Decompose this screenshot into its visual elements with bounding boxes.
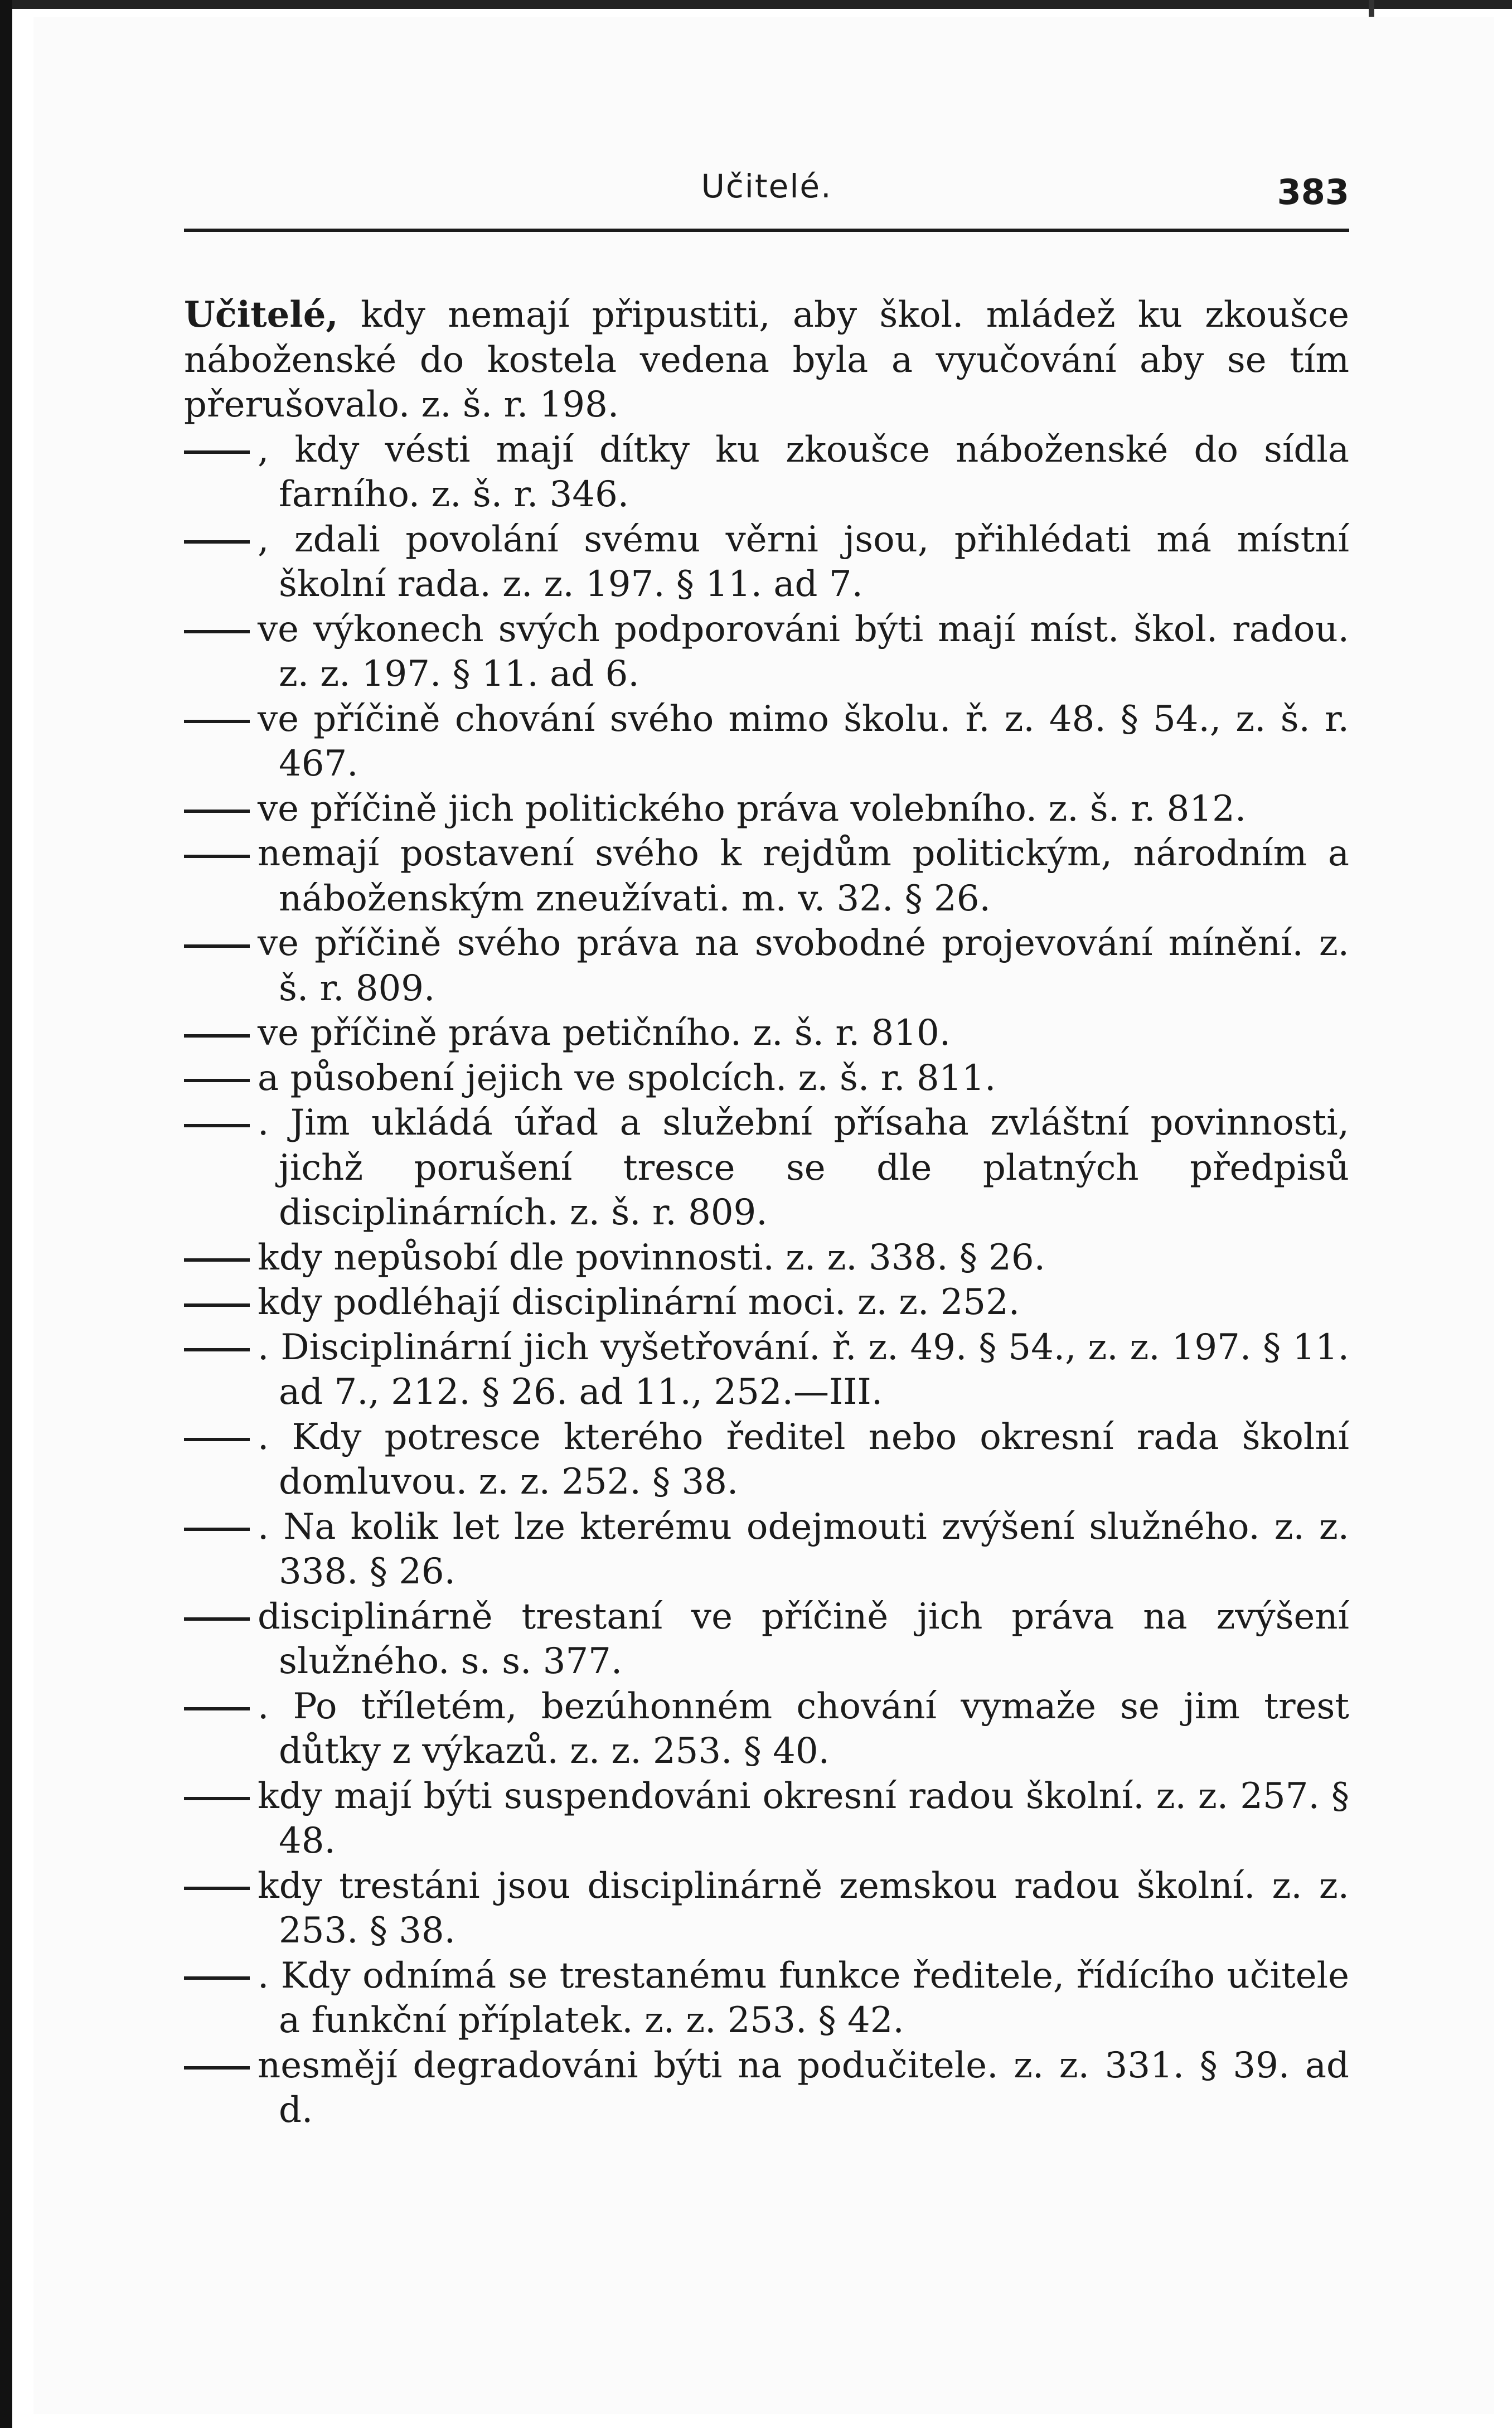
index-entry <box>184 1505 1349 1595</box>
page-number: 383 <box>1277 172 1349 212</box>
entry-text: . Jim ukládá úřad a služební přísaha zvláštní povinnosti, jichž porušení tresce se dle platných předpisů disciplinárních. z. š. r. 809. <box>258 1102 1349 1233</box>
index-entry <box>184 607 1349 697</box>
entry-text: kdy nepůsobí dle povinnosti. z. z. 338. § 26. <box>258 1237 1045 1278</box>
entry-lead: Učitelé, <box>184 294 338 336</box>
index-entry <box>184 1774 1349 1864</box>
dash-mark <box>184 1797 250 1800</box>
entry-text: . Po tříletém, bezúhonném chování vymaže se jim trest důtky z výkazů. z. z. 253. § 40. <box>258 1685 1349 1772</box>
index-entry <box>184 1325 1349 1415</box>
index-entry <box>184 1235 1349 1281</box>
dash-mark <box>184 855 250 858</box>
entry-text: , kdy vésti mají dítky ku zkoušce náboženské do sídla farního. z. š. r. 346. <box>258 429 1349 515</box>
dash-mark <box>184 1438 250 1441</box>
entry-text: . Kdy odnímá se trestanému funkce ředitele, řídícího učitele a funkční příplatek. z. z. 253. § 42. <box>258 1955 1349 2041</box>
dash-mark <box>184 1617 250 1621</box>
dash-mark <box>184 1303 250 1307</box>
dash-mark <box>184 1348 250 1351</box>
entry-text: ve příčině jich politického práva volebního. z. š. r. 812. <box>258 788 1247 830</box>
header-title: Učitelé. <box>701 167 832 205</box>
dash-mark <box>184 450 250 454</box>
index-entry <box>184 1101 1349 1235</box>
index-entry <box>184 2043 1349 2133</box>
entry-text: ve výkonech svých podporováni býti mají míst. škol. radou. z. z. 197. § 11. ad 6. <box>258 608 1349 695</box>
index-entry <box>184 1011 1349 1056</box>
dash-mark <box>184 1887 250 1890</box>
index-entry <box>184 1056 1349 1101</box>
index-entry <box>184 1864 1349 1954</box>
dash-mark <box>184 2066 250 2070</box>
dash-mark <box>184 540 250 544</box>
running-header <box>184 167 1349 229</box>
dash-mark <box>184 944 250 948</box>
entry-text: kdy trestáni jsou disciplinárně zemskou radou školní. z. z. 253. § 38. <box>258 1865 1349 1951</box>
dash-mark <box>184 630 250 633</box>
entry-text: nemají postavení svého k rejdům politickým, národním a náboženským zneužívati. m. v. 32. § 26. <box>258 833 1349 919</box>
dash-mark <box>184 1528 250 1531</box>
dash-mark <box>184 1079 250 1082</box>
header-rule <box>184 229 1349 232</box>
entry-text: a působení jejich ve spolcích. z. š. r. 811. <box>258 1057 996 1099</box>
scan-edge-left <box>0 0 12 2428</box>
entry-text: kdy mají býti suspendováni okresní radou školní. z. z. 257. § 48. <box>258 1775 1349 1862</box>
entry-text: ve příčině chování svého mimo školu. ř. z. 48. § 54., z. š. r. 467. <box>258 698 1349 784</box>
entry-text: . Disciplinární jich vyšetřování. ř. z. 49. § 54., z. z. 197. § 11. ad 7., 212. § 26. ad 11., 252.—III. <box>258 1326 1349 1413</box>
entry-text: , zdali povolání svému věrni jsou, přihlédati má místní školní rada. z. z. 197. § 11. ad 7. <box>258 518 1349 605</box>
entry-text: . Kdy potresce kterého ředitel nebo okresní rada školní domluvou. z. z. 252. § 38. <box>258 1416 1349 1503</box>
entry-text: ve příčině práva petičního. z. š. r. 810. <box>258 1012 951 1054</box>
index-entry <box>184 293 1349 428</box>
index-entry <box>184 517 1349 607</box>
index-entry <box>184 428 1349 517</box>
index-entries <box>184 293 1349 2133</box>
index-entry <box>184 1415 1349 1505</box>
entry-text: ve příčině svého práva na svobodné projevování mínění. z. š. r. 809. <box>258 923 1349 1009</box>
dash-mark <box>184 1124 250 1127</box>
dash-mark <box>184 1258 250 1262</box>
entry-text: kdy nemají připustiti, aby škol. mládež ku zkoušce náboženské do kostela vedena byla a vyučování aby se tím přerušovalo. z. š. r. 198. <box>184 294 1349 425</box>
index-entry <box>184 831 1349 921</box>
entry-text: nesmějí degradováni býti na podučitele. z. z. 331. § 39. ad d. <box>258 2044 1349 2131</box>
index-entry <box>184 1684 1349 1774</box>
entry-text: . Na kolik let lze kterému odejmouti zvýšení služného. z. z. 338. § 26. <box>258 1506 1349 1592</box>
dash-mark <box>184 1034 250 1038</box>
scan-edge-top <box>0 0 1512 9</box>
index-entry <box>184 787 1349 832</box>
index-entry <box>184 697 1349 787</box>
dash-mark <box>184 1976 250 1980</box>
index-entry <box>184 1280 1349 1325</box>
dash-mark <box>184 720 250 723</box>
index-entry <box>184 921 1349 1011</box>
entry-text: kdy podléhají disciplinární moci. z. z. 252. <box>258 1282 1020 1323</box>
dash-mark <box>184 810 250 813</box>
entry-text: disciplinárně trestaní ve příčině jich práva na zvýšení služného. s. s. 377. <box>258 1596 1349 1682</box>
index-entry <box>184 1595 1349 1684</box>
index-entry <box>184 1954 1349 2043</box>
dash-mark <box>184 1707 250 1710</box>
